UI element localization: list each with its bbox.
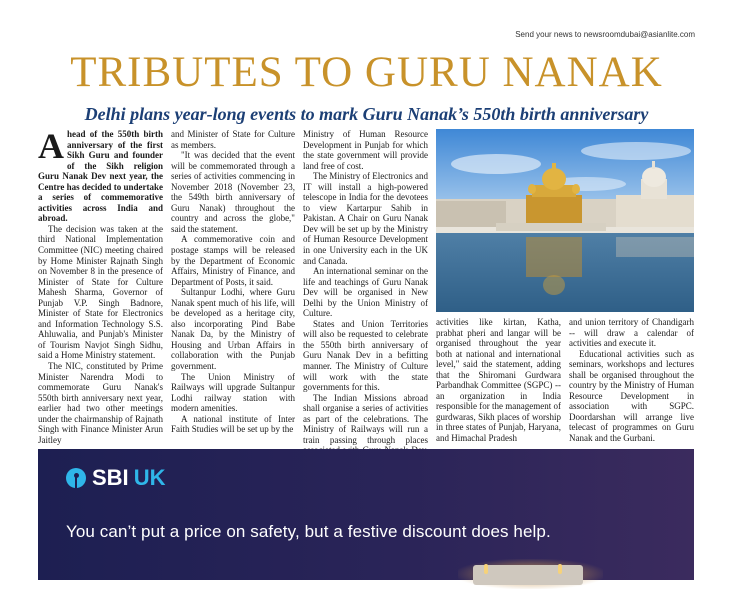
sbi-brand: SBI — [92, 465, 129, 490]
gift-box-illustration — [473, 565, 583, 585]
paragraph: Sultanpur Lodhi, where Guru Nanak spent much of his life, will be developed as a heritage city, also incorporating Pind Babe Nanak Da, by the Ministry of Housing and Urban Affairs in collaboration with the Punjab government. — [171, 287, 295, 372]
subheadline: Delhi plans year-long events to mark Guru Nanak’s 550th birth anniversary — [84, 104, 649, 124]
paragraph: and Minister of State for Culture as members. — [171, 129, 295, 150]
golden-temple-illustration — [436, 129, 694, 312]
headline: TRIBUTES TO GURU NANAK — [70, 49, 663, 96]
sbi-advert-banner[interactable] — [38, 449, 694, 580]
paragraph: Ministry of Human Resource Development in Punjab for which the state government will provide land free of cost. — [303, 129, 428, 171]
sbi-brand-suffix: UK — [133, 465, 166, 490]
paragraph: A national institute of Inter Faith Studies will be set up by the — [171, 413, 295, 435]
paragraph: A commemorative coin and postage stamps will be released by the Department of Economic Affairs, Ministry of Finance, and Department of Posts, it said. — [171, 234, 295, 287]
paragraph: States and Union Territories will also be requested to celebrate the 550th birth anniversary of Guru Nanak Dev in a befitting manner. The Ministry of Culture will work with the state governments for this. — [303, 318, 428, 393]
advert-tagline: You can’t put a price on safety, but a festive discount does help. — [66, 522, 551, 541]
article-column-1 — [38, 126, 163, 445]
paragraph: The decision was taken at the third National Implementation Committee (NIC) meeting chaired by Home Minister Rajnath Singh on November 8 in the presence of Minister of State for Culture Mahesh Sharma, Governor of Punjab V.P. Singh Badnore, Minister of State for Electronics and Information Technology S.S. Ahluwalia, and Punjab's Minister of Tourism Navjot Singh Sidhu, said a Home Ministry statement. — [38, 223, 163, 361]
diya-lamp-icon — [558, 564, 562, 574]
paragraph: The Union Ministry of Railways will upgrade Sultanpur Lodhi railway station with modern amenities. — [171, 371, 295, 414]
article-column-2 — [171, 129, 295, 441]
sbi-logo — [66, 465, 165, 491]
golden-temple-photo — [436, 129, 694, 312]
article-column-5 — [569, 317, 694, 444]
paragraph: and union territory of Chandigarh -- will draw a calendar of activities and execute it. — [569, 317, 694, 349]
paragraph: "It was decided that the event will be commemorated through a series of activities commencing in November 2018 (November 23, the 549th birth anniversary of Guru Nanak) throughout the country and across the globe," said the statement. — [171, 150, 295, 234]
article-column-3 — [303, 129, 428, 445]
sbi-keyhole-icon — [66, 468, 86, 488]
paragraph: Educational activities such as seminars, workshops and lectures shall be organised throughout the country by the Ministry of Human Resource Development in association with SGPC. Doordarshan will arrange live telecast of programmes on Guru Nanak and the Gurbani. — [569, 348, 694, 444]
paragraph: An international seminar on the life and teachings of Guru Nanak Dev will be organised in New Delhi by the Union Ministry of Culture. — [303, 266, 428, 319]
drop-cap: A — [38, 126, 64, 166]
lead-text: head of the 550th birth anniversary of the first Sikh Guru and founder of the Sikh religion Guru Nanak Dev next year, the Centre has decided to undertake a series of commemorative activities across India and abroad. — [38, 129, 163, 224]
paragraph: The Ministry of Electronics and IT will install a high-powered telescope in India for the devotees to view Kartarpur Sahib in Pakistan. A Chair on Guru Nanak Dev will be set up by the Ministry of Human Resource Development in one University each in the UK and Canada. — [303, 171, 428, 266]
contact-line: Send your news to newsroomdubai@asianlite.com — [515, 30, 695, 39]
paragraph: activities like kirtan, Katha, prabhat pheri and langar will be organised throughout the year both at national and international level," said the statement, adding that the Shiromani Gurdwara Parbandhak Committee (SGPC) -- an organization in India responsible for the management of gurdwaras, Sikh places of worship in three states of Punjab, Haryana, and Himachal Pradesh — [436, 317, 561, 444]
diya-lamp-icon — [484, 564, 488, 574]
paragraph: The Indian Missions abroad shall organise a series of activities as part of the celebrations. The Ministry of Railways will run a train passing through places — [303, 392, 428, 445]
article-column-4 — [436, 317, 561, 444]
lead-paragraph — [38, 126, 163, 224]
paragraph: The NIC, constituted by Prime Minister Narendra Modi to commemorate Guru Nanak's 550th birth anniversary next year, earlier had two other meetings under the chairmanship of Rajnath Singh with Finance Minister Arun Jaitley — [38, 361, 163, 445]
